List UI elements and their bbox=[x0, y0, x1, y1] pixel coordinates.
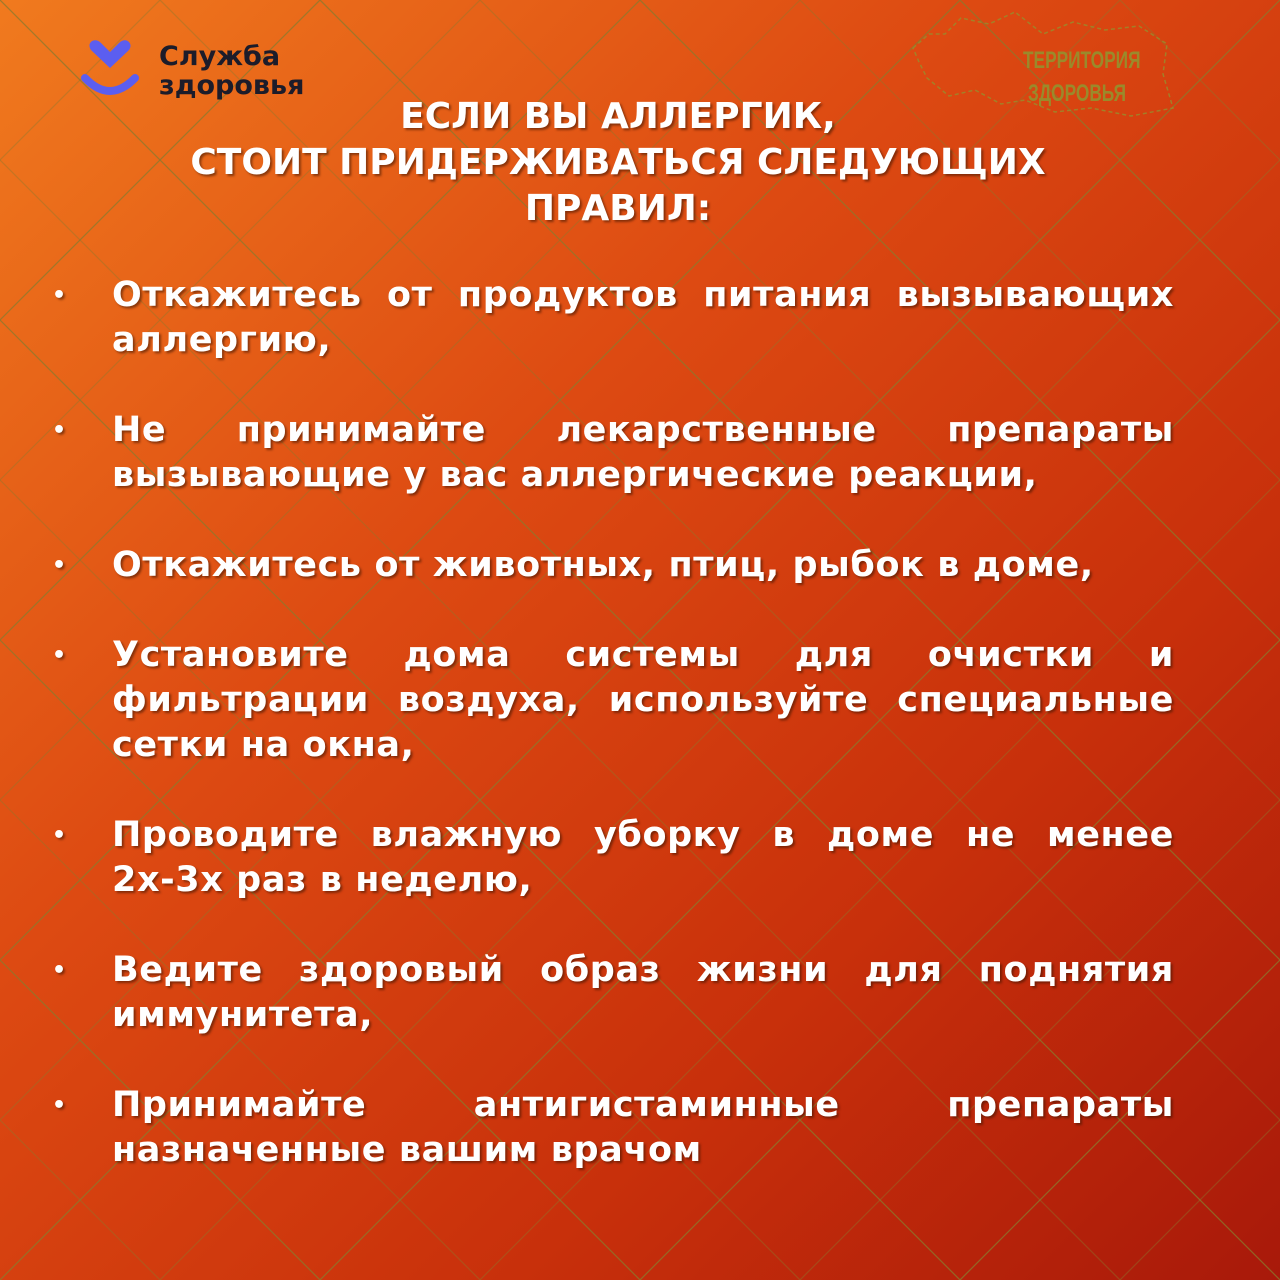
rule-text: Ведите здоровый образ жизни для поднятия иммунитета, bbox=[112, 950, 1174, 1035]
bullet-icon: • bbox=[52, 283, 67, 308]
territory-line-1: ТЕРРИТОРИЯ bbox=[1023, 47, 1141, 74]
rule-item bbox=[52, 948, 1174, 1038]
rule-text: Проводите влажную уборку в доме не менее 2х-3х раз в неделю, bbox=[112, 815, 1174, 900]
rule-item bbox=[52, 543, 1174, 588]
rule-item bbox=[52, 813, 1174, 903]
bullet-icon: • bbox=[52, 643, 67, 668]
rule-text: Откажитесь от животных, птиц, рыбок в доме, bbox=[112, 545, 1094, 585]
heart-smile-icon bbox=[80, 38, 140, 102]
territory-line-2: ЗДОРОВЬЯ bbox=[1028, 80, 1126, 107]
rule-item bbox=[52, 408, 1174, 498]
bullet-icon: • bbox=[52, 553, 67, 578]
bullet-icon: • bbox=[52, 823, 67, 848]
rule-text: Принимайте антигистаминные препараты назначенные вашим врачом bbox=[112, 1085, 1174, 1170]
logo-wordmark bbox=[159, 42, 304, 100]
rule-item bbox=[52, 633, 1174, 768]
rule-item bbox=[52, 1083, 1174, 1173]
rules-list bbox=[52, 273, 1174, 1218]
rule-text: Не принимайте лекарственные препараты вызывающие у вас аллергические реакции, bbox=[112, 410, 1174, 495]
bullet-icon: • bbox=[52, 1093, 67, 1118]
logo-line-2: здоровья bbox=[159, 70, 305, 101]
rule-text: Установите дома системы для очистки и фильтрации воздуха, используйте специальные сетки на окна, bbox=[112, 635, 1174, 765]
page-title bbox=[60, 94, 1176, 232]
title-line-2: СТОИТ ПРИДЕРЖИВАТЬСЯ СЛЕДУЮЩИХ bbox=[190, 142, 1046, 183]
bullet-icon: • bbox=[52, 418, 67, 443]
bullet-icon: • bbox=[52, 958, 67, 983]
title-line-3: ПРАВИЛ: bbox=[524, 188, 712, 229]
logo-line-1: Служба bbox=[159, 41, 281, 72]
rule-text: Откажитесь от продуктов питания вызывающих аллергию, bbox=[112, 275, 1174, 360]
rule-item bbox=[52, 273, 1174, 363]
title-line-1: ЕСЛИ ВЫ АЛЛЕРГИК, bbox=[400, 96, 836, 137]
